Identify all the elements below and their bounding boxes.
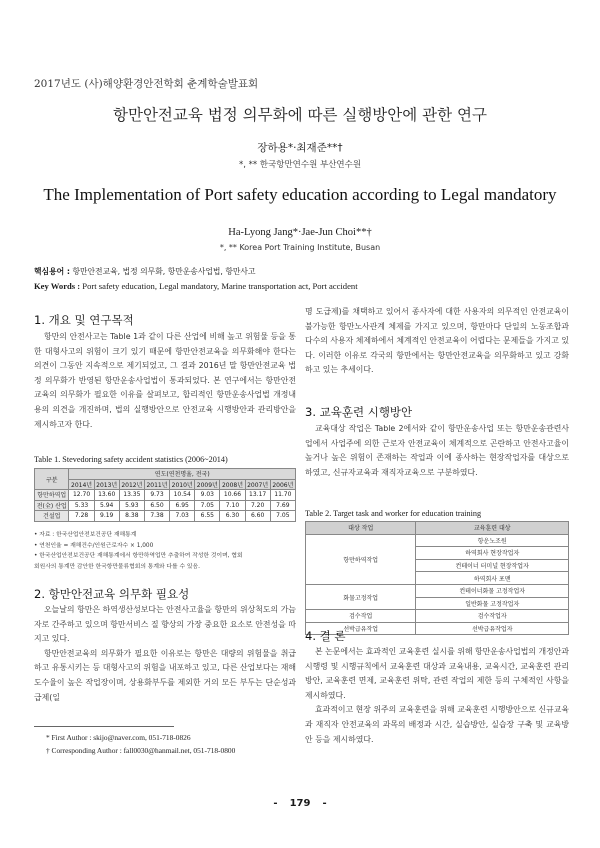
table-1-year-header: 2009년 <box>195 479 220 490</box>
table-1-row-label: 건설업 <box>35 511 69 522</box>
table-1-notes <box>34 530 296 572</box>
table-1-cell: 11.70 <box>270 490 295 501</box>
korean-authors: 장하용*·최재준**† <box>257 142 343 154</box>
section-3-heading: 3. 교육훈련 시행방안 <box>305 405 413 419</box>
korean-keywords-text: 항만안전교육, 법정 의무화, 항만운송사업법, 항만사고 <box>69 267 256 276</box>
table-1-cell: 6.30 <box>220 511 245 522</box>
table-1-note: • 한국산업안전보건공단 재해통계에서 항만하역업만 추출하여 작성한 것이며, 협회 <box>34 553 243 559</box>
table-2-target-cell: 하역회사 포맨 <box>416 572 569 585</box>
page-number-value: 179 <box>289 798 311 809</box>
table-2-task-cell: 선박급유작업 <box>306 622 416 635</box>
english-keywords <box>34 280 574 292</box>
table-1-cell: 13.35 <box>119 490 144 501</box>
section-2-heading: 2. 항만안전교육 의무화 필요성 <box>34 587 190 601</box>
table-1-cell: 7.03 <box>170 511 195 522</box>
table-2-target-cell: 컨테이너 터미널 현장작업자 <box>416 559 569 572</box>
korean-title: 항만안전교육 법정 의무화에 따른 실행방안에 관한 연구 <box>113 106 487 124</box>
table-2-target-cell: 검수작업자 <box>416 610 569 623</box>
table-2 <box>305 521 569 635</box>
section-2-paragraph: 오늘날의 항만은 하역생산성보다는 안전사고율을 항만의 위상척도의 가늠자로 간주하고 있으며 항만서비스 질 향상의 가장 중요한 요소로 안전성을 따지고 있다. <box>34 605 296 644</box>
table-1-cell: 9.73 <box>144 490 169 501</box>
table-1-cell: 7.05 <box>270 511 295 522</box>
section-4-body <box>305 645 569 747</box>
table-1-cell: 12.70 <box>69 490 94 501</box>
table-1-cell: 6.55 <box>195 511 220 522</box>
table-1-cell: 5.33 <box>69 500 94 511</box>
section-3-paragraph: 교육대상 작업은 Table 2에서와 같이 항만운송사업 또는 항만운송관련사업에서 사업주에 의한 근로자 안전교육이 체계적으로 곤란하고 안전사고율이 높거나 높은 위험이 존재하는 작업과 이에 종사하는 현장작업자를 대상으로 하였고, 신규자교육과 재직자교육으로 구분하였다. <box>305 424 569 477</box>
english-affiliation: *, ** Korea Port Training Institute, Busan <box>219 243 381 252</box>
table-1-cell: 7.20 <box>245 500 270 511</box>
table-1-cell: 6.95 <box>170 500 195 511</box>
table-1-year-header: 2012년 <box>119 479 144 490</box>
table-1 <box>34 468 296 522</box>
table-1-year-header: 2011년 <box>144 479 169 490</box>
table-2-caption: Table 2. Target task and worker for education training <box>305 509 482 518</box>
table-1-group-header: 구분 <box>35 469 69 490</box>
table-2-task-cell: 화물고정작업 <box>306 584 416 609</box>
section-2-paragraph: 항만안전교육의 의무화가 필요한 이유로는 항만은 대량의 위험물을 취급하고 유통시키는 등 대형사고의 위험을 내포하고 있고, 다른 산업보다는 재해도수율이 높은 작업장이며, 상용화부두를 제외한 거의 모든 부두는 단순성과급제(일 <box>34 648 296 702</box>
table-2-target-header: 교육훈련 대상 <box>416 522 569 535</box>
table-1-year-header: 2014년 <box>69 479 94 490</box>
table-2-target-cell: 하역회사 현장작업자 <box>416 547 569 560</box>
english-keywords-text: Port safety education, Legal mandatory, Marine transportation act, Port accident <box>80 281 358 291</box>
table-1-cell: 10.66 <box>220 490 245 501</box>
table-2-target-cell: 항운노조원 <box>416 534 569 547</box>
corresponding-author-footnote: † Corresponding Author : fall0030@hanmail.net, 051-718-0800 <box>46 746 236 755</box>
table-1-year-row <box>35 479 296 490</box>
footnote-divider <box>34 726 174 727</box>
table-row <box>35 511 296 522</box>
table-row <box>35 500 296 511</box>
table-1-body <box>35 490 296 522</box>
conference-header: 2017년도 (사)해양환경안전학회 춘계학술발표회 <box>34 78 259 90</box>
english-authors: Ha-Lyong Jang*·Jae-Jun Choi**† <box>228 227 372 238</box>
section-4-paragraph: 효과적이고 현장 위주의 교육훈련을 위해 교육훈련 시행방안으로 신규교육과 재직자 안전교육의 과목의 배정과 시간, 실습방안, 실습장 구축 및 교육방안 등을 제시하였다. <box>305 705 569 744</box>
table-1-note: • 연천인율 = 재해건수/인원근로자수 × 1,000 <box>34 542 154 549</box>
table-1-cell: 8.38 <box>119 511 144 522</box>
korean-affiliation: *, ** 한국항만연수원 부산연수원 <box>238 160 362 170</box>
table-1-cell: 13.60 <box>94 490 119 501</box>
table-row <box>306 534 569 547</box>
table-1-cell: 9.19 <box>94 511 119 522</box>
table-1-span-header: 연도(연천명율, 전국) <box>69 469 296 480</box>
korean-keywords-label: 핵심용어 : <box>34 267 70 276</box>
table-2-body <box>306 534 569 635</box>
korean-keywords <box>34 266 574 278</box>
table-2-target-cell: 일반화물 고정작업자 <box>416 597 569 610</box>
english-title: The Implementation of Port safety education according to Legal mandatory <box>43 185 557 204</box>
section-4-paragraph: 본 논문에서는 효과적인 교육훈련 실시를 위해 항만운송사업법의 개정안과 시행령 및 시행규칙에서 교육훈련 대상과 교육내용, 교육시간, 교육훈련 관리방안, 교육훈련 면제, 교육훈련 위탁, 관련 작업의 제한 등의 구체적인 사항을 제시하였다. <box>305 647 569 700</box>
table-row <box>306 584 569 597</box>
table-1-year-header: 2008년 <box>220 479 245 490</box>
table-1-year-header: 2013년 <box>94 479 119 490</box>
table-1-year-header: 2007년 <box>245 479 270 490</box>
table-row <box>35 490 296 501</box>
section-3-body <box>305 422 569 480</box>
table-row <box>306 610 569 623</box>
table-1-cell: 9.03 <box>195 490 220 501</box>
table-1-cell: 13.17 <box>245 490 270 501</box>
table-1-caption: Table 1. Stevedoring safety accident statistics (2006~2014) <box>34 455 228 464</box>
section-4-heading: 4. 결 론 <box>305 629 346 643</box>
section-1-heading: 1. 개요 및 연구목적 <box>34 313 134 327</box>
table-1-cell: 7.69 <box>270 500 295 511</box>
table-1-cell: 10.54 <box>170 490 195 501</box>
section-2-body <box>34 603 296 705</box>
table-1-row-label: 전(全) 산업 <box>35 500 69 511</box>
table-1-cell: 5.93 <box>119 500 144 511</box>
table-2-target-cell: 선박급유작업자 <box>416 622 569 635</box>
english-keywords-label: Key Words : <box>34 281 81 291</box>
table-1-cell: 5.94 <box>94 500 119 511</box>
table-1-year-header: 2010년 <box>170 479 195 490</box>
table-2-task-cell: 항만하역작업 <box>306 534 416 584</box>
table-1-year-header: 2006년 <box>270 479 295 490</box>
first-author-footnote: * First Author : skijo@naver.com, 051-718-0826 <box>46 733 191 742</box>
table-1-cell: 7.38 <box>144 511 169 522</box>
table-1-note: • 자료 : 한국산업안전보건공단 재해통계 <box>34 532 137 538</box>
right-intro-paragraph: 명 도급제)를 채택하고 있어서 종사자에 대한 사용자의 의무적인 안전교육이 불가능한 항만노사관계 체제를 가지고 있으며, 항만마다 단일의 노동조합과 다수의 사용자 체제하에서 체계적인 안전교육이 어렵다는 문제들을 가지고 있다. 이러한 이유로 각국의 항만에서는 항만안전교육을 의무화하고 있고 강화하고 있는 추세이다. <box>305 307 569 375</box>
section-1-body <box>34 330 296 432</box>
table-1-cell: 7.05 <box>195 500 220 511</box>
table-2-task-header: 대상 작업 <box>306 522 416 535</box>
table-1-cell: 7.10 <box>220 500 245 511</box>
table-1-cell: 7.28 <box>69 511 94 522</box>
table-1-note: 회원사의 통계만 감안한 한국항만물류협회의 통계와 다를 수 있음. <box>34 563 200 570</box>
page-number: - 179 - <box>273 798 327 809</box>
table-2-task-cell: 검수작업 <box>306 610 416 623</box>
table-1-cell: 6.60 <box>245 511 270 522</box>
section-1-paragraph: 항만의 안전사고는 Table 1과 같이 다른 산업에 비해 높고 위험물 등을 통한 대형사고의 위험이 크기 있기 때문에 항만안전교육을 의무화해야 한다는 의견이 그동안 지속적으로 제기되었고, 그 결과 2016년 말 항만안전교육 법정 의무화가 반영된 항만운송사업법이 통과되었다. 본 연구에서는 항만안전교육의 의무화가 필요한 이유를 살펴보고, 합리적인 항만운송사업법 개정내용의 의견을 개진하며, 법의 실행방안으로 안전교육 시행방안과 관리방안을 제시하고자 한다. <box>34 332 296 429</box>
right-intro-body <box>305 305 569 378</box>
table-1-row-label: 항만하역업 <box>35 490 69 501</box>
table-1-cell: 6.50 <box>144 500 169 511</box>
table-2-target-cell: 컨테이너화물 고정작업자 <box>416 584 569 597</box>
